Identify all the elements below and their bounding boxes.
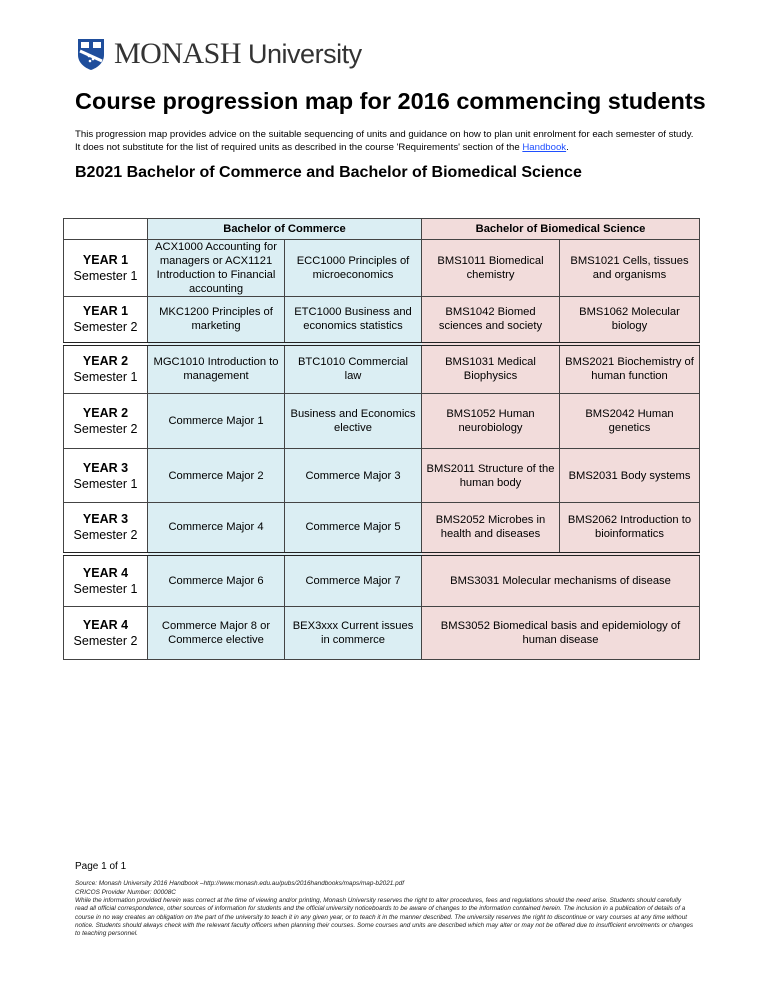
source-line: Source: Monash University 2016 Handbook –http://www.monash.edu.au/pubs/2016handbooks/maps/map-b2021.pdf	[75, 880, 404, 887]
term-cell	[64, 344, 148, 394]
commerce-unit-2: Commerce Major 3	[285, 449, 422, 503]
biomed-unit-2: BMS1062 Molecular biology	[560, 297, 700, 344]
commerce-unit-1: Commerce Major 6	[148, 554, 285, 607]
header-empty	[64, 219, 148, 240]
commerce-unit-2: ETC1000 Business and economics statistics	[285, 297, 422, 344]
commerce-unit-2: Commerce Major 7	[285, 554, 422, 607]
year-label: YEAR 2	[82, 354, 129, 369]
semester-label: Semester 2	[73, 320, 138, 335]
commerce-unit-2: ECC1000 Principles of microeconomics	[285, 240, 422, 297]
year-label: YEAR 3	[82, 460, 129, 475]
biomed-unit-wide: BMS3052 Biomedical basis and epidemiology of human disease	[422, 607, 700, 660]
semester-label: Semester 1	[73, 476, 138, 491]
term-cell	[64, 449, 148, 503]
logo-suffix: University	[248, 39, 362, 69]
term-cell	[64, 607, 148, 660]
semester-label: Semester 2	[73, 422, 138, 436]
table-row	[64, 449, 700, 503]
table-row	[64, 607, 700, 660]
commerce-unit-2: BTC1010 Commercial law	[285, 344, 422, 394]
header-commerce: Bachelor of Commerce	[148, 219, 422, 240]
page-number: Page 1 of 1	[75, 861, 127, 872]
table-row	[64, 344, 700, 394]
commerce-unit-1: Commerce Major 8 or Commerce elective	[148, 607, 285, 660]
year-label: YEAR 1	[82, 304, 129, 319]
header-row	[64, 219, 700, 240]
monash-logo	[76, 37, 362, 71]
commerce-unit-2: BEX3xxx Current issues in commerce	[285, 607, 422, 660]
biomed-unit-2: BMS2021 Biochemistry of human function	[560, 344, 700, 394]
commerce-unit-2: Commerce Major 5	[285, 503, 422, 554]
course-title: B2021 Bachelor of Commerce and Bachelor of Biomedical Science	[75, 164, 582, 181]
biomed-unit-2: BMS2062 Introduction to bioinformatics	[560, 503, 700, 554]
biomed-unit-2: BMS1021 Cells, tissues and organisms	[560, 240, 700, 297]
intro-end: .	[566, 142, 569, 153]
intro-text	[75, 128, 695, 154]
biomed-unit-1: BMS2011 Structure of the human body	[422, 449, 560, 503]
biomed-unit-1: BMS2052 Microbes in health and diseases	[422, 503, 560, 554]
year-label: YEAR 4	[82, 618, 129, 632]
semester-label: Semester 1	[73, 269, 138, 283]
biomed-unit-2: BMS2031 Body systems	[560, 449, 700, 503]
commerce-unit-2: Business and Economics elective	[285, 394, 422, 449]
source-note	[75, 880, 404, 897]
semester-label: Semester 1	[73, 581, 138, 596]
cricos-line: CRICOS Provider Number: 00008C	[75, 888, 176, 896]
commerce-unit-1: Commerce Major 4	[148, 503, 285, 554]
biomed-unit-2: BMS2042 Human genetics	[560, 394, 700, 449]
term-cell	[64, 297, 148, 344]
page-title: Course progression map for 2016 commencing students	[75, 88, 706, 114]
handbook-link[interactable]: Handbook	[522, 142, 567, 153]
year-label: YEAR 1	[82, 253, 129, 267]
year-label: YEAR 3	[82, 512, 129, 527]
term-cell	[64, 394, 148, 449]
progression-table	[63, 218, 700, 660]
table-row	[64, 503, 700, 554]
biomed-unit-wide: BMS3031 Molecular mechanisms of disease	[422, 554, 700, 607]
commerce-unit-1: MKC1200 Principles of marketing	[148, 297, 285, 344]
commerce-unit-1: Commerce Major 1	[148, 394, 285, 449]
table-row	[64, 297, 700, 344]
commerce-unit-1: ACX1000 Accounting for managers or ACX1121 Introduction to Financial accounting	[148, 240, 285, 297]
semester-label: Semester 2	[73, 634, 138, 648]
biomed-unit-1: BMS1031 Medical Biophysics	[422, 344, 560, 394]
term-cell	[64, 554, 148, 607]
commerce-unit-1: Commerce Major 2	[148, 449, 285, 503]
semester-label: Semester 1	[73, 370, 138, 385]
semester-label: Semester 2	[73, 528, 138, 543]
biomed-unit-1: BMS1042 Biomed sciences and society	[422, 297, 560, 344]
intro-body: This progression map provides advice on the suitable sequencing of units and guidance on how to plan unit enrolment for each semester of study. It does not substitute for the list of required units as described in the course 'Requirements' section of the	[75, 129, 694, 153]
disclaimer: While the information provided herein was correct at the time of viewing and/or printing, Monash University reserves the right to alter procedures, fees and regulations should the need arise. Students should carefully read all official correspondence, other sources of information for students and the official university noticeboards to be aware of changes to the information contained herein. The inclusion in a publication of details of a course in no way creates an obligation on the part of the university to teach it in any given year, or to teach it in the manner described. The university reserves the right to discontinue or vary courses at any time without notice. Students should always check with the relevant faculty officers when planning their courses. Some courses and units are described which may alter or may not be offered due to insufficient enrolments or changes to teaching personnel.	[75, 897, 694, 938]
biomed-unit-1: BMS1052 Human neurobiology	[422, 394, 560, 449]
table-row	[64, 554, 700, 607]
header-biomed: Bachelor of Biomedical Science	[422, 219, 700, 240]
biomed-unit-1: BMS1011 Biomedical chemistry	[422, 240, 560, 297]
logo-brand: MONASH	[114, 37, 242, 70]
year-label: YEAR 2	[82, 406, 129, 420]
crest-icon	[76, 37, 106, 71]
table-row	[64, 240, 700, 297]
term-cell	[64, 240, 148, 297]
table-row	[64, 394, 700, 449]
commerce-unit-1: MGC1010 Introduction to management	[148, 344, 285, 394]
term-cell	[64, 503, 148, 554]
year-label: YEAR 4	[82, 565, 129, 580]
